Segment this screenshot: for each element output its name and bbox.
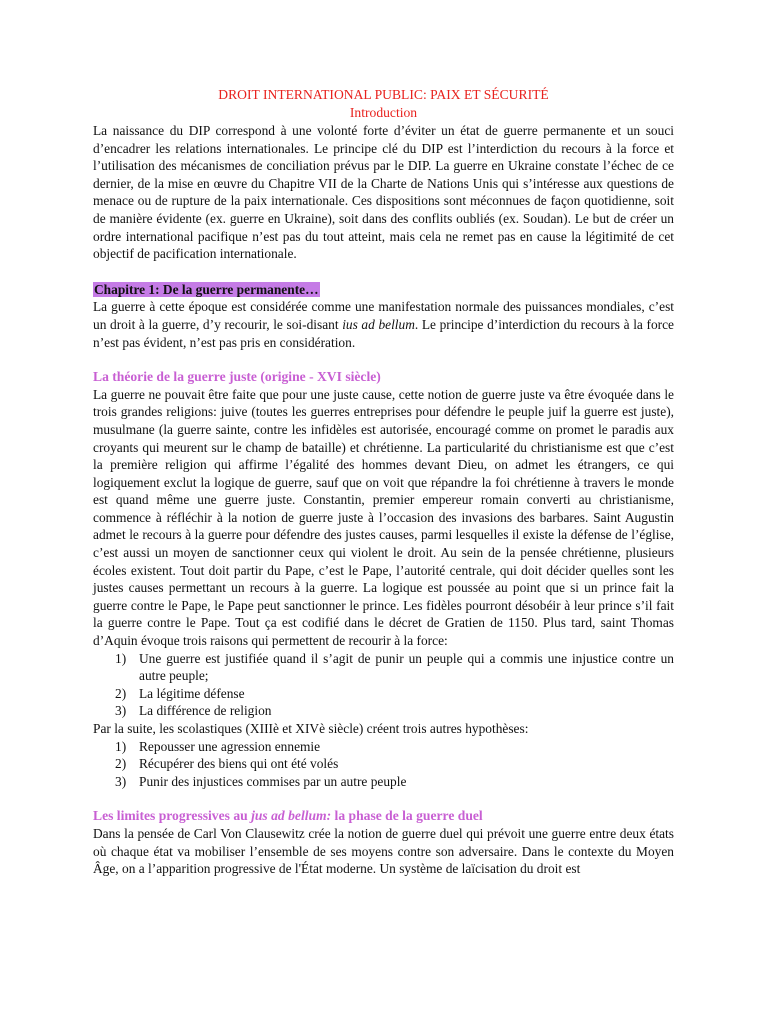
section-2-heading bbox=[93, 807, 674, 825]
list-item bbox=[93, 738, 674, 756]
list-item bbox=[93, 702, 674, 720]
intro-paragraph: La naissance du DIP correspond à une volonté forte d’éviter un état de guerre permanente et un souci d’encadrer les relations internationales. Le principe clé du DIP est l’interdiction du recours à la force et l’utilisation des mécanismes de conciliation prévus par le DIP. La guerre en Ukraine constate l’échec de ce dernier, de la mise en œuvre du Chapitre VII de la Charte de Nations Unis qui s’intéresse aux questions de menace ou de rupture de la paix internationale. Ces dispositions sont méconnues de façon quotidienne, soit de manière évidente (ex. guerre en Ukraine), soit dans des conflits oubliés (ex. Soudan). Le but de créer un ordre international pacifique n’est pas du tout atteint, mais cela ne remet pas en cause la légitimité de cet objectif de pacification internationale. bbox=[93, 123, 674, 262]
section-2-heading-start: Les limites progressives au bbox=[93, 808, 252, 824]
aquinas-reasons-list bbox=[93, 650, 674, 720]
section-1-paragraph: La guerre ne pouvait être faite que pour une juste cause, cette notion de guerre juste va être évoquée dans le trois grandes religions: juive (toutes les guerres entreprises pour défendre le peuple juif la guerre est juste), musulmane (la guerre sainte, contre les infidèles est autorisée, encouragé comme on promet le paradis aux croyants qui meurent sur le champ de bataille) et chrétienne. La particularité du christianisme est que c’est la première religion qui affirme l’égalité des hommes devant Dieu, on admet les étrangers, ce qui logiquement exclut la logique de guerre, sauf que on voit que répandre la foi chrétienne à travers le monde est quand même une guerre juste. Constantin, premier empereur romain converti au christianisme, commence à réfléchir à la notion de guerre juste à l’occasion des invasions des barbares. Saint Augustin admet le recours à la guerre pour défendre des justes causes, parmi lesquelles il existe la défense de l’église, c’est aussi un moyen de sanctionner ceux qui violent le droit. Au sein de la pensée chrétienne, plusieurs écoles existent. Tout doit partir du Pape, c’est le Pape, l’autorité centrale, qui doit décider quelles sont les justes causes permettant un recours à la guerre. La logique est poussée au point que si un prince fait la guerre contre le Pape, le Pape peut sanctionner le prince. Les fidèles pourront désobéir à leur prince s’il fait la guerre contre le Pape. Tout ça est codifié dans le décret de Gratien de 1150. Plus tard, saint Thomas d’Aquin évoque trois raisons qui permettent de recourir à la force: bbox=[93, 386, 674, 649]
chapter-1-heading bbox=[93, 281, 674, 299]
list-item-number: 1) bbox=[115, 650, 127, 666]
section-2-heading-end: la phase de la guerre duel bbox=[331, 808, 483, 824]
section-2-paragraph: Dans la pensée de Carl Von Clausewitz crée la notion de guerre duel qui prévoit une guerre entre deux états où chaque état va mobiliser l’ensemble de ses moyens contre son adversaire. Dans le contexte du Moyen Âge, on a l’apparition progressive de l'État moderne. Un système de laïcisation du droit est bbox=[93, 825, 674, 877]
document-title: DROIT INTERNATIONAL PUBLIC: PAIX ET SÉCURITÉ bbox=[218, 87, 549, 102]
list-item-text: Une guerre est justifiée quand il s’agit de punir un peuple qui a commis une injustice contre un autre peuple; bbox=[139, 650, 674, 684]
document-page bbox=[93, 86, 674, 878]
list-item-text: Récupérer des biens qui ont été volés bbox=[139, 756, 339, 772]
list-item bbox=[93, 650, 674, 685]
list-item-number: 2) bbox=[115, 685, 127, 701]
chapter-1-para-italic: ius ad bellum bbox=[342, 316, 415, 332]
chapter-1-para-end: . Le principe d’interdiction du recours à la force n’est pas évident, n’est pas pris en considération. bbox=[93, 316, 674, 350]
list-item-number: 3) bbox=[115, 773, 127, 789]
list-item-number: 2) bbox=[115, 756, 127, 772]
list-item-text: La différence de religion bbox=[139, 703, 272, 719]
section-2-heading-italic: jus ad bellum: bbox=[251, 808, 332, 824]
list-item-text: La légitime défense bbox=[139, 685, 245, 701]
list-item-number: 1) bbox=[115, 738, 127, 754]
list-item bbox=[93, 755, 674, 773]
scholastics-paragraph: Par la suite, les scolastiques (XIIIè et XIVè siècle) créent trois autres hypothèses: bbox=[93, 721, 529, 736]
chapter-1-para-start: La guerre à cette époque est considérée comme une manifestation normale des puissances mondiales, c’est un droit à la guerre, d’y recourir, le soi-disant bbox=[93, 299, 674, 332]
list-item-text: Repousser une agression ennemie bbox=[139, 738, 321, 754]
list-item bbox=[93, 685, 674, 703]
document-subtitle: Introduction bbox=[349, 105, 418, 120]
list-item-number: 3) bbox=[115, 703, 127, 719]
chapter-1-heading-text: Chapitre 1: De la guerre permanente… bbox=[94, 281, 319, 297]
section-1-heading: La théorie de la guerre juste (origine - XVI siècle) bbox=[93, 369, 381, 385]
list-item bbox=[93, 773, 674, 791]
scholastics-hypotheses-list bbox=[93, 738, 674, 791]
list-item-text: Punir des injustices commises par un autre peuple bbox=[139, 773, 407, 789]
chapter-1-paragraph bbox=[93, 298, 674, 351]
